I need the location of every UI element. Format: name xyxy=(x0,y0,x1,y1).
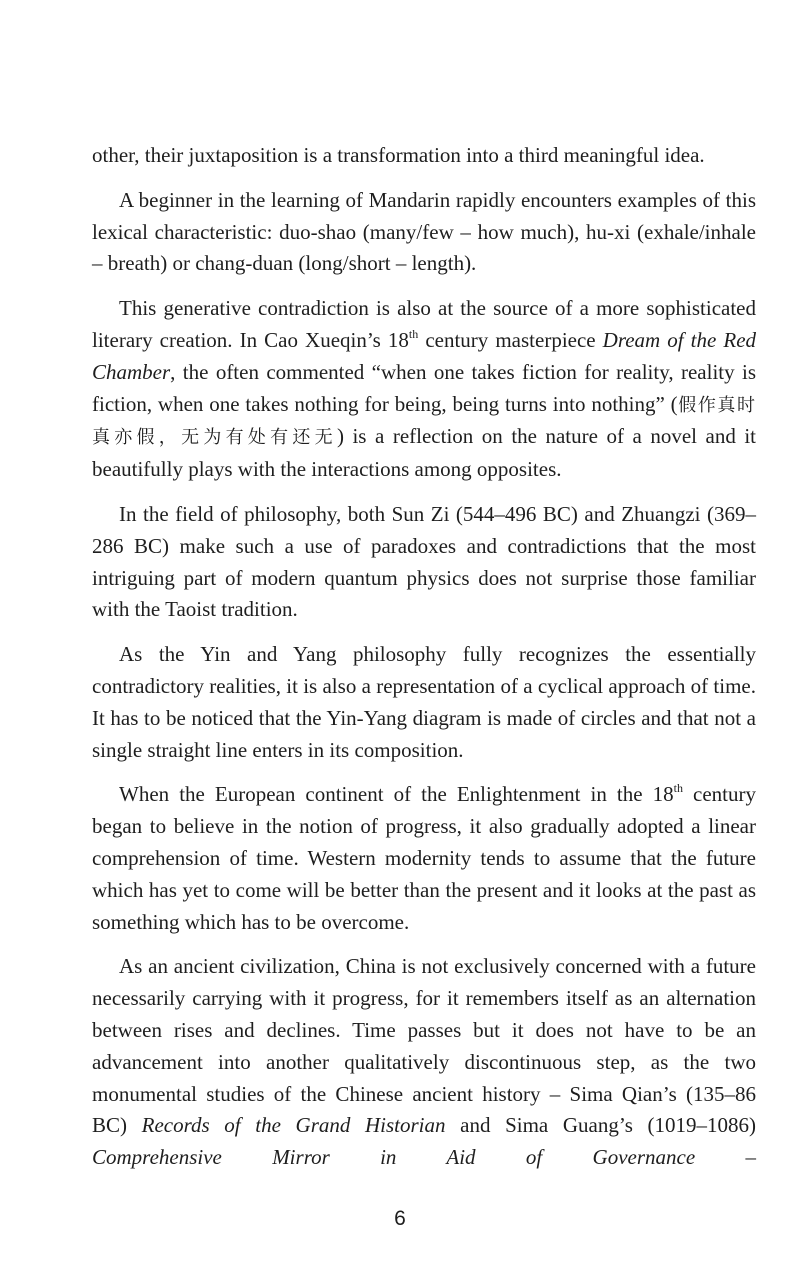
paragraph-6-part-a: When the European continent of the Enlightenment in the 18 xyxy=(119,782,674,807)
book-title-records-grand-historian: Records of the Grand Historian xyxy=(141,1113,446,1138)
text-body xyxy=(92,140,756,1187)
ordinal-suffix: th xyxy=(673,781,683,796)
paragraph-6 xyxy=(92,779,756,938)
paragraph-3-part-c: , the often commented “when one takes fiction for reality, reality is fiction, when one takes nothing for being, being turns into nothing” ( xyxy=(92,359,756,416)
paragraph-2: A beginner in the learning of Mandarin rapidly encounters examples of this lexical characteristic: duo-shao (many/few – how much), hu-xi (exhale/inhale – breath) or chang-duan (long/short – length). xyxy=(92,187,756,276)
paragraph-7-part-c: – xyxy=(695,1145,757,1170)
book-title-dream-red-chamber: Dream of the Red Chamber xyxy=(92,327,757,384)
book-title-comprehensive-mirror: Comprehensive Mirror in Aid of Governance xyxy=(92,1145,696,1170)
paragraph-3-part-a: This generative contradiction is also at the source of a more sophisticated literary creation. In Cao Xueqin’s 18 xyxy=(92,296,756,352)
paragraph-6-part-b: century began to believe in the notion of progress, it also gradually adopted a linear comprehension of time. Western modernity tends to assume that the future which has yet to come will be better than the present and it looks at the past as something which has to be overcome. xyxy=(92,782,756,934)
chinese-quotation: 假作真时真亦假，无为有处有还无 xyxy=(92,394,757,449)
paragraph-4: In the field of philosophy, both Sun Zi (544–496 BC) and Zhuangzi (369–286 BC) make such a use of paradoxes and contradictions that the most intriguing part of modern quantum physics does not surprise those familiar with the Taoist tradition. xyxy=(92,501,756,622)
paragraph-3-part-d: ) is a reflection on the nature of a novel and it beautifully plays with the interactions among opposites. xyxy=(92,424,757,482)
page-number: 6 xyxy=(394,1207,406,1230)
paragraph-7-part-a: As an ancient civilization, China is not exclusively concerned with a future necessarily carrying with it progress, for it remembers itself as an alternation between rises and declines. Time passes but it does not have to be an advancement into another qualitatively discontinuous step, as the two monumental studies of the Chinese ancient history – Sima Qian’s (135–86 BC) xyxy=(92,954,756,1138)
paragraph-5: As the Yin and Yang philosophy fully recognizes the essentially contradictory realities, it is also a representation of a cyclical approach of time. It has to be noticed that the Yin-Yang diagram is made of circles and that not a single straight line enters in its composition. xyxy=(92,642,756,762)
paragraph-1: other, their juxtaposition is a transformation into a third meaningful idea. xyxy=(92,143,705,167)
ordinal-suffix: th xyxy=(408,326,419,341)
paragraph-7-part-b: and Sima Guang’s (1019–1086) xyxy=(445,1113,756,1138)
paragraph-3-part-b: century masterpiece xyxy=(418,327,603,352)
paragraph-7 xyxy=(92,951,756,1174)
paragraph-3 xyxy=(92,293,756,486)
